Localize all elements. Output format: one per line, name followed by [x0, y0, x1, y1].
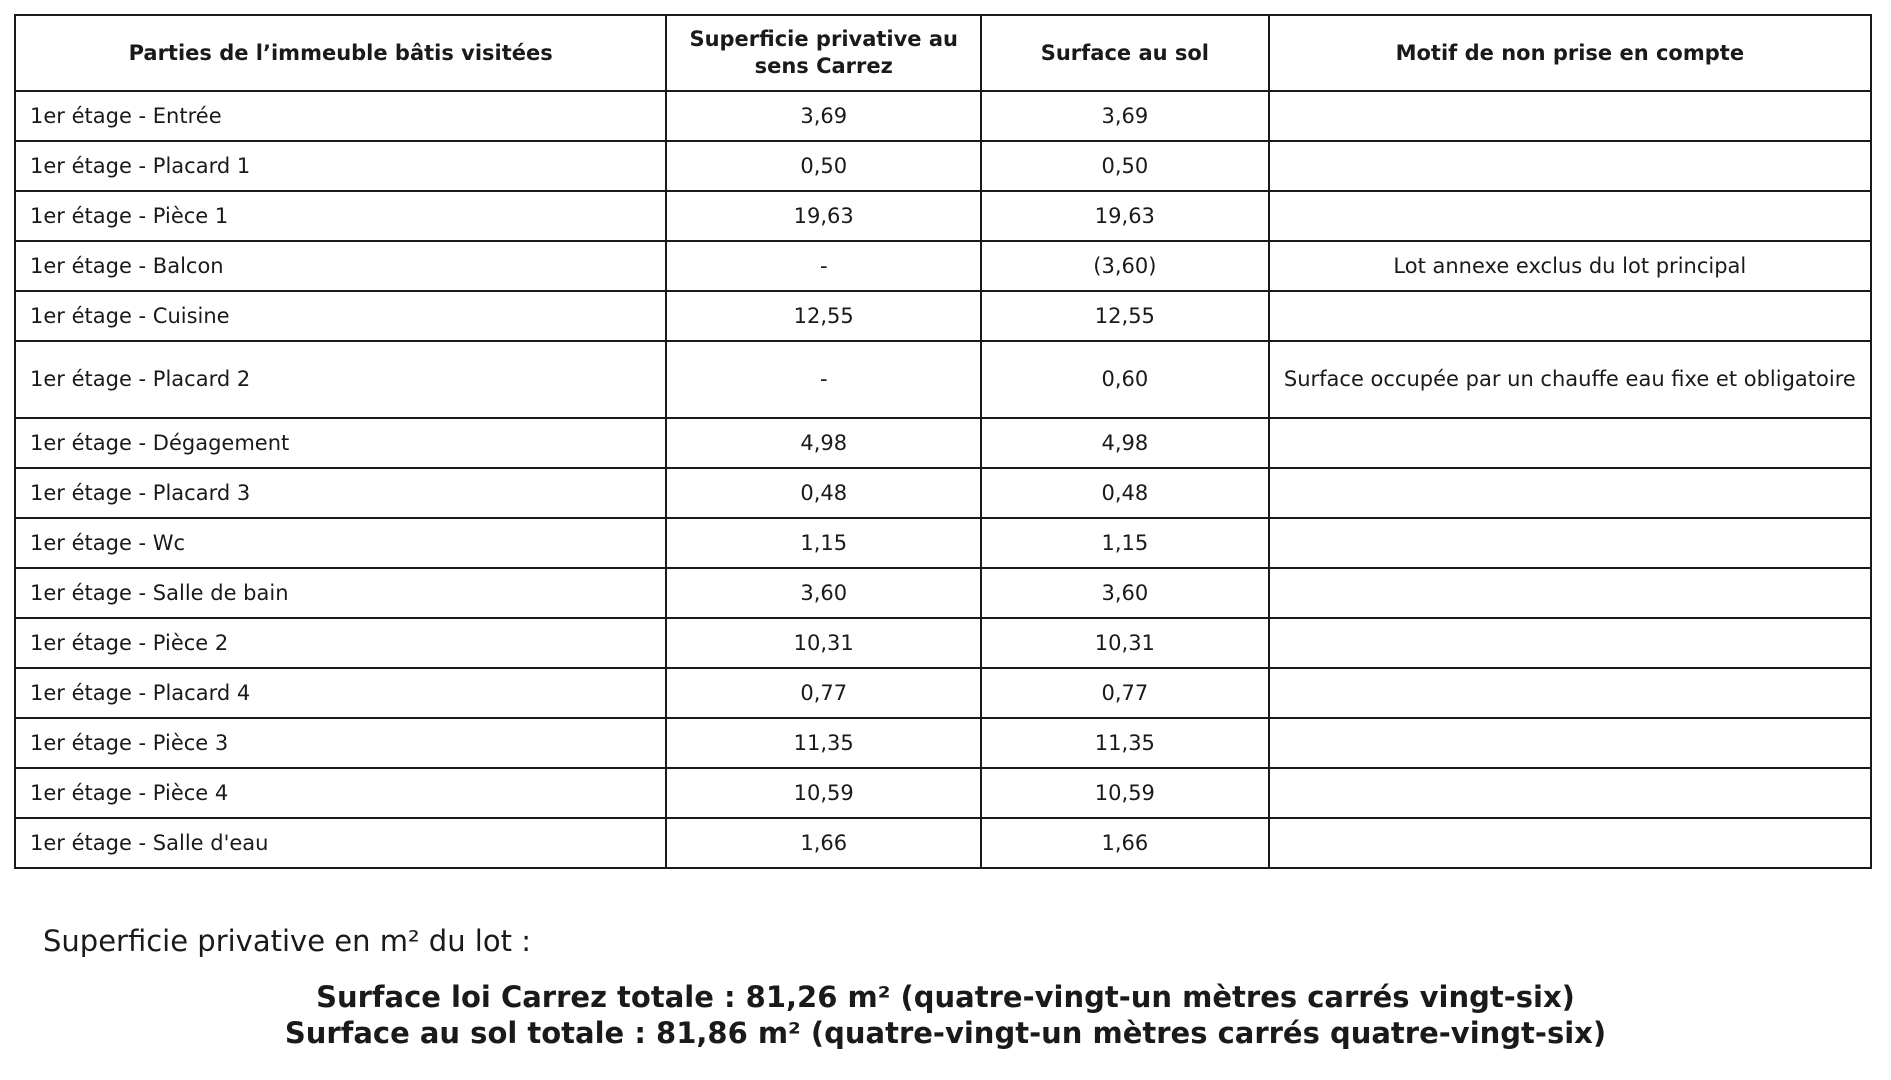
cell-motif	[1269, 518, 1871, 568]
cell-carrez: 0,50	[666, 141, 981, 191]
cell-carrez: 1,66	[666, 818, 981, 868]
cell-sol: 10,31	[981, 618, 1269, 668]
cell-carrez: -	[666, 341, 981, 418]
table-row	[15, 341, 1871, 418]
table-row	[15, 468, 1871, 518]
header-superficie-carrez: Superficie privative au sens Carrez	[666, 15, 981, 91]
table-row	[15, 191, 1871, 241]
cell-motif	[1269, 91, 1871, 141]
cell-carrez: 3,69	[666, 91, 981, 141]
cell-carrez: 11,35	[666, 718, 981, 768]
surface-table	[14, 14, 1872, 869]
cell-room: 1er étage - Placard 3	[15, 468, 666, 518]
cell-room: 1er étage - Pièce 4	[15, 768, 666, 818]
cell-motif	[1269, 141, 1871, 191]
cell-motif	[1269, 191, 1871, 241]
surface-table-container	[14, 14, 1872, 869]
cell-room: 1er étage - Pièce 1	[15, 191, 666, 241]
cell-motif: Lot annexe exclus du lot principal	[1269, 241, 1871, 291]
cell-room: 1er étage - Salle d'eau	[15, 818, 666, 868]
table-row	[15, 718, 1871, 768]
cell-sol: 3,60	[981, 568, 1269, 618]
cell-motif	[1269, 291, 1871, 341]
cell-motif	[1269, 718, 1871, 768]
table-row	[15, 518, 1871, 568]
table-row	[15, 141, 1871, 191]
cell-sol: 0,50	[981, 141, 1269, 191]
cell-room: 1er étage - Placard 4	[15, 668, 666, 718]
cell-carrez: 0,77	[666, 668, 981, 718]
cell-motif: Surface occupée par un chauffe eau fixe et obligatoire	[1269, 341, 1871, 418]
cell-sol: 10,59	[981, 768, 1269, 818]
cell-carrez: 1,15	[666, 518, 981, 568]
cell-room: 1er étage - Placard 1	[15, 141, 666, 191]
table-row	[15, 768, 1871, 818]
cell-motif	[1269, 568, 1871, 618]
cell-sol: 3,69	[981, 91, 1269, 141]
table-row	[15, 818, 1871, 868]
table-row	[15, 241, 1871, 291]
cell-motif	[1269, 768, 1871, 818]
cell-room: 1er étage - Entrée	[15, 91, 666, 141]
cell-room: 1er étage - Pièce 3	[15, 718, 666, 768]
header-surface-au-sol: Surface au sol	[981, 15, 1269, 91]
cell-sol: 0,60	[981, 341, 1269, 418]
cell-carrez: 19,63	[666, 191, 981, 241]
cell-sol: 1,66	[981, 818, 1269, 868]
sol-total: Surface au sol totale : 81,86 m² (quatre-vingt-un mètres carrés quatre-vingt-six)	[284, 1016, 1607, 1050]
summary-intro: Superficie privative en m² du lot :	[43, 924, 531, 958]
cell-sol: (3,60)	[981, 241, 1269, 291]
cell-sol: 19,63	[981, 191, 1269, 241]
table-row	[15, 91, 1871, 141]
cell-carrez: 12,55	[666, 291, 981, 341]
cell-sol: 1,15	[981, 518, 1269, 568]
cell-carrez: -	[666, 241, 981, 291]
header-parties: Parties de l’immeuble bâtis visitées	[15, 15, 666, 91]
cell-room: 1er étage - Salle de bain	[15, 568, 666, 618]
totals-block	[0, 979, 1891, 1051]
cell-carrez: 10,31	[666, 618, 981, 668]
cell-room: 1er étage - Balcon	[15, 241, 666, 291]
table-row	[15, 568, 1871, 618]
table-row	[15, 418, 1871, 468]
cell-sol: 12,55	[981, 291, 1269, 341]
cell-motif	[1269, 468, 1871, 518]
cell-room: 1er étage - Placard 2	[15, 341, 666, 418]
cell-sol: 11,35	[981, 718, 1269, 768]
table-header-row	[15, 15, 1871, 91]
cell-room: 1er étage - Pièce 2	[15, 618, 666, 668]
cell-sol: 0,77	[981, 668, 1269, 718]
cell-room: 1er étage - Dégagement	[15, 418, 666, 468]
header-motif: Motif de non prise en compte	[1269, 15, 1871, 91]
cell-carrez: 10,59	[666, 768, 981, 818]
table-row	[15, 618, 1871, 668]
cell-carrez: 0,48	[666, 468, 981, 518]
cell-room: 1er étage - Cuisine	[15, 291, 666, 341]
cell-sol: 0,48	[981, 468, 1269, 518]
cell-sol: 4,98	[981, 418, 1269, 468]
cell-motif	[1269, 618, 1871, 668]
cell-carrez: 3,60	[666, 568, 981, 618]
cell-room: 1er étage - Wc	[15, 518, 666, 568]
carrez-total: Surface loi Carrez totale : 81,26 m² (quatre-vingt-un mètres carrés vingt-six)	[316, 980, 1575, 1014]
table-row	[15, 291, 1871, 341]
cell-carrez: 4,98	[666, 418, 981, 468]
cell-motif	[1269, 668, 1871, 718]
table-row	[15, 668, 1871, 718]
cell-motif	[1269, 418, 1871, 468]
cell-motif	[1269, 818, 1871, 868]
